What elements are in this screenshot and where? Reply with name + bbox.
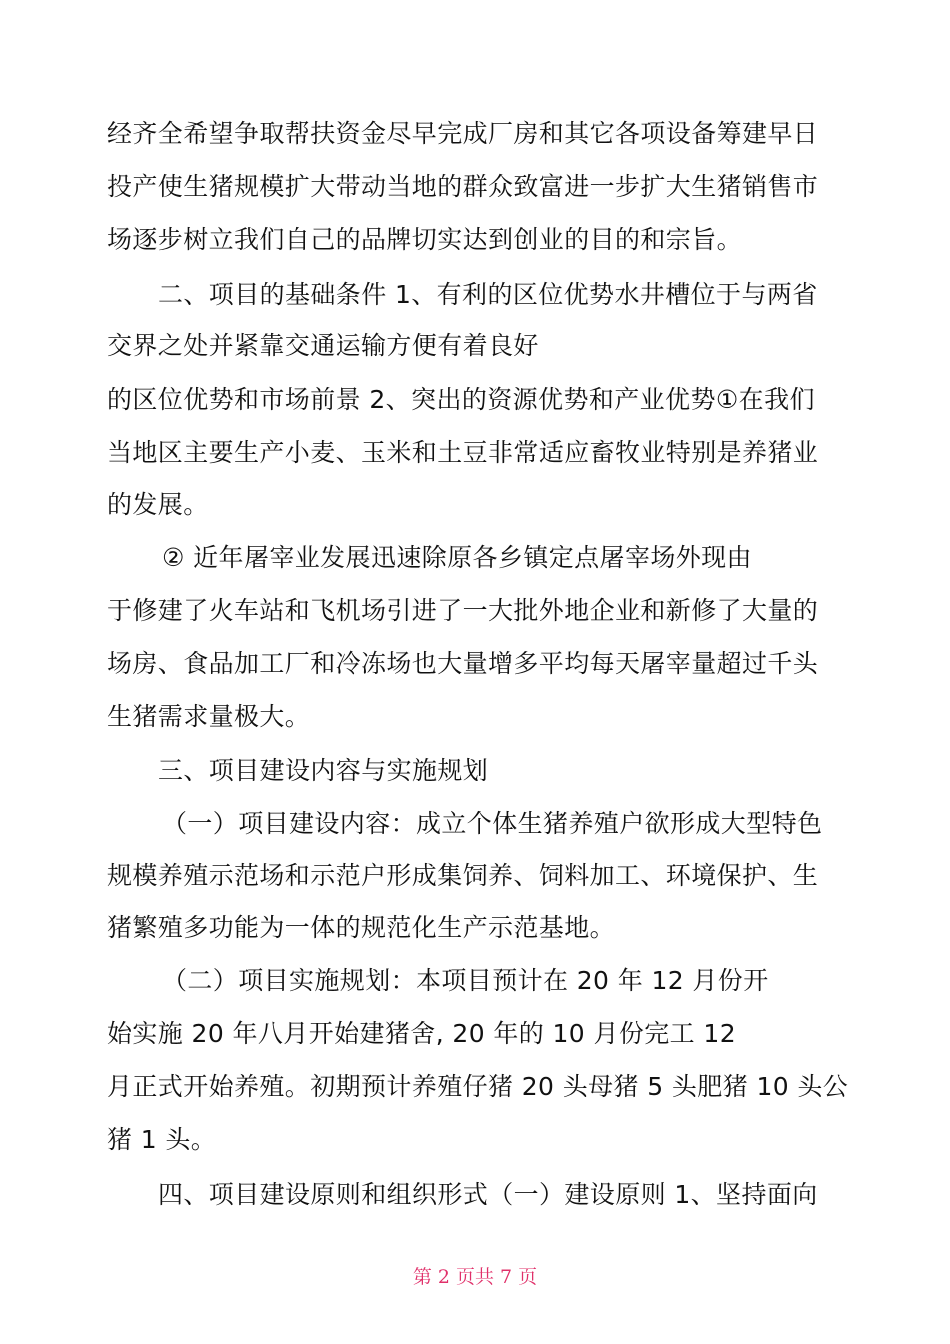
text-line: 的发展。 [107,490,209,519]
text-line: 月正式开始养殖。初期预计养殖仔猪 20 头母猪 5 头肥猪 10 头公 [107,1072,849,1101]
text-line: ② 近年屠宰业发展迅速除原各乡镇定点屠宰场外现由 [162,543,752,572]
text-line: 场房、食品加工厂和冷冻场也大量增多平均每天屠宰量超过千头 [107,649,819,678]
text-line: 始实施 20 年八月开始建猪舍, 20 年的 10 月份完工 12 [107,1019,737,1048]
page-number: 第 2 页共 7 页 [412,1266,538,1288]
subsection-heading: （一）项目建设内容：成立个体生猪养殖户欲形成大型特色 [162,809,823,838]
text-line: 的区位优势和市场前景 2、突出的资源优势和产业优势①在我们 [107,385,815,414]
text-line: 生猪需求量极大。 [107,702,311,731]
text-line: 猪繁殖多功能为一体的规范化生产示范基地。 [107,913,616,942]
text-line: 于修建了火车站和飞机场引进了一大批外地企业和新修了大量的 [107,596,819,625]
section-heading-2: 二、项目的基础条件 1、有利的区位优势水井槽位于与两省 [158,280,818,309]
text-line: 规模养殖示范场和示范户形成集饲养、饲料加工、环境保护、生 [107,861,819,890]
text-line: 猪 1 头。 [107,1125,217,1154]
subsection-heading: （二）项目实施规划：本项目预计在 20 年 12 月份开 [162,966,769,995]
text-line: 场逐步树立我们自己的品牌切实达到创业的目的和宗旨。 [107,225,743,254]
text-line: 投产使生猪规模扩大带动当地的群众致富进一步扩大生猪销售市 [107,172,819,201]
text-line: 交界之处并紧靠交通运输方便有着良好 [107,331,539,360]
text-line: 当地区主要生产小麦、玉米和土豆非常适应畜牧业特别是养猪业 [107,438,819,467]
section-heading-4: 四、项目建设原则和组织形式（一）建设原则 1、坚持面向 [158,1180,818,1209]
section-heading-3: 三、项目建设内容与实施规划 [158,756,489,785]
text-line: 经齐全希望争取帮扶资金尽早完成厂房和其它各项设备筹建早日 [107,119,819,148]
